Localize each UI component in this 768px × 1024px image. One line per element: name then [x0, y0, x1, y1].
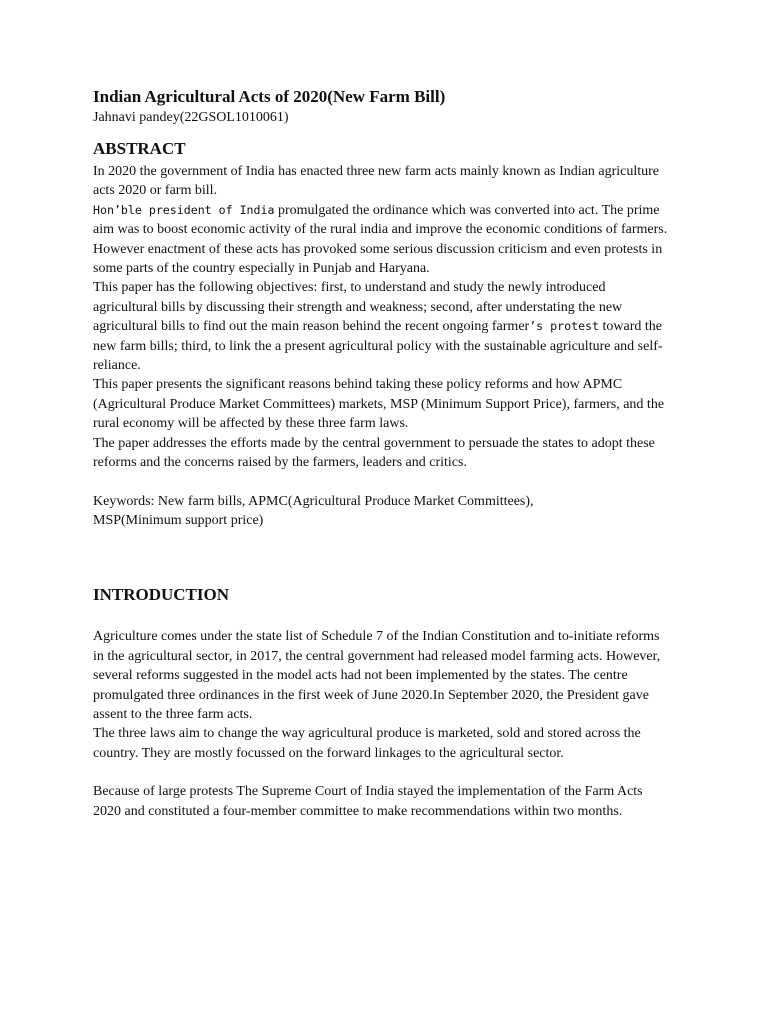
- abstract-text: This paper has the following objectives: first, to understand and study the newly introduced agricultural bills by discussing their strength and weakness; second, after understating the new agricultural bills to find out the main reason behind the recent ongoing farmer: [93, 280, 623, 335]
- section-spacer: [93, 608, 673, 627]
- abstract-mono-text: ’s protest: [529, 319, 600, 334]
- introduction-paragraph: The three laws aim to change the way agricultural produce is marketed, sold and stored across the country. They are mostly focussed on the forward linkages to the agricultural sector.: [93, 726, 641, 761]
- abstract-paragraph: [93, 278, 673, 375]
- introduction-paragraph: Because of large protests The Supreme Court of India stayed the implementation of the Farm Acts 2020 and constituted a four-member committee to make recommendations within two months.: [93, 784, 643, 819]
- author-line: Jahnavi pandey(22GSOL1010061): [93, 110, 289, 125]
- abstract-text: promulgated the ordinance which was converted into act. The prime aim was to boost economic activity of the rural india and improve the economic conditions of farmers.: [93, 202, 668, 238]
- abstract-body: [93, 162, 673, 530]
- abstract-paragraph: This paper presents the significant reasons behind taking these policy reforms and how APMC (Agricultural Produce Market Committees) markets, MSP (Minimum Support Price), farmers, and the rural economy will be affected by these three farm laws.: [93, 377, 665, 432]
- paper-title: Indian Agricultural Acts of 2020(New Farm Bill): [93, 87, 446, 106]
- introduction-heading: INTRODUCTION: [93, 585, 230, 605]
- section-spacer: [93, 530, 673, 584]
- keywords-line: MSP(Minimum support price): [93, 512, 264, 528]
- introduction-body: [93, 627, 673, 821]
- abstract-paragraph: In 2020 the government of India has enacted three new farm acts mainly known as Indian agriculture acts 2020 or farm bill.: [93, 164, 660, 199]
- abstract-paragraph: The paper addresses the efforts made by the central government to persuade the states to adopt these reforms and the concerns raised by the farmers, leaders and critics.: [93, 435, 655, 471]
- introduction-paragraph: Agriculture comes under the state list of Schedule 7 of the Indian Constitution and to-initiate reforms in the agricultural sector, in 2017, the central government had released model farming acts. However, several reforms suggested in the model acts had not been implemented by the states. The centre promulgated three ordinances in the first week of June 2020.In September 2020, the President gave assent to the three farm acts.: [93, 629, 661, 722]
- abstract-paragraph: However enactment of these acts has provoked some serious discussion criticism and even protests in some parts of the country especially in Punjab and Haryana.: [93, 241, 663, 277]
- abstract-text: toward the new farm bills; third, to link the a present agricultural policy with the sustainable agriculture and self-reliance.: [93, 319, 663, 374]
- abstract-heading: ABSTRACT: [93, 139, 186, 158]
- abstract-paragraph: [93, 201, 673, 240]
- abstract-mono-text: Hon’ble president of India: [93, 202, 275, 217]
- document-page: [93, 86, 673, 821]
- keywords-line: Keywords: New farm bills, APMC(Agricultural Produce Market Committees),: [93, 493, 534, 509]
